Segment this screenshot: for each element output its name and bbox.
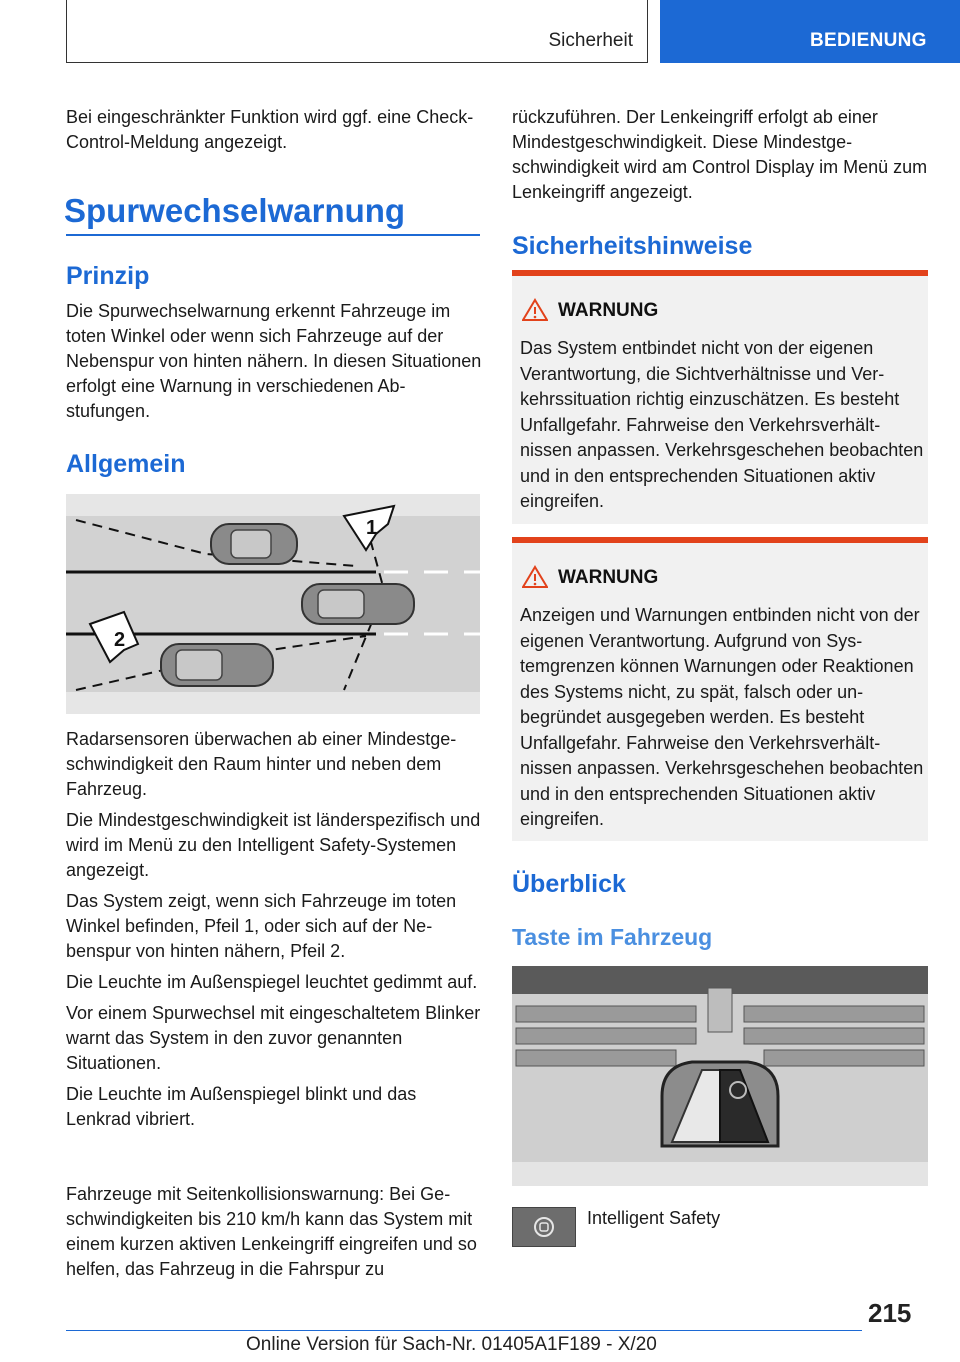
svg-text:1: 1: [366, 517, 378, 539]
warning-text: Das System entbindet nicht von der eigenen Verantwortung, die Sichtverhältnisse und Verkehrssituation richtig einzuschätzen. Es besteht Unfallgefahr. Fahrweise den Verkehrsverhältnissen anpassen. Verkehrsgeschehen beobachten und in den entsprechenden Situationen aktiv eingreifen.: [520, 338, 924, 511]
warning-triangle-icon: [522, 298, 548, 322]
paragraph: Die Leuchte im Außenspiegel leuchtet gedimmt auf.: [66, 972, 478, 992]
car-middle: [302, 584, 414, 624]
warning-triangle-icon: [522, 565, 548, 589]
intelligent-safety-button-icon: [512, 1207, 576, 1247]
warning-box-2: [512, 537, 928, 841]
intelligent-safety-label: Intelligent Safety: [587, 1208, 721, 1228]
footer-rule: [66, 1330, 862, 1331]
car-bottom: [161, 644, 273, 686]
warning-title: WARNUNG: [558, 567, 659, 588]
prinzip-text: Die Spurwechselwarnung erkennt Fahrzeuge im toten Winkel oder wenn sich Fahrzeuge auf der Nebenspur von hinten nähern. In diesen Situationen erfolgt eine Warnung in verschiedenen Abstufungen.: [66, 301, 482, 421]
header-chapter-tab: [660, 0, 960, 63]
lane-diagram-svg: [66, 494, 480, 714]
heading-ueberblick: Überblick: [512, 870, 626, 898]
page-number: 215: [868, 1298, 912, 1328]
intro-text: Bei eingeschränkter Funktion wird ggf. eine Check-Control-Meldung angezeigt.: [66, 107, 474, 152]
warning-box-1: [512, 270, 928, 524]
header-section-label: Sicherheit: [548, 30, 633, 51]
paragraph: Radarsensoren überwachen ab einer Mindestgeschwindigkeit den Raum hinter und neben dem Fahrzeug.: [66, 729, 457, 799]
footer-text: Online Version für Sach-Nr. 01405A1F189 - X/20: [246, 1334, 657, 1355]
svg-text:2: 2: [114, 629, 126, 651]
lane-diagram: [66, 494, 480, 714]
heading-allgemein: Allgemein: [66, 450, 186, 478]
console-svg: [512, 966, 928, 1186]
car-top: [211, 524, 297, 564]
paragraph: Die Leuchte im Außenspiegel blinkt und das Lenkrad vibriert.: [66, 1084, 417, 1129]
paragraph: Vor einem Spurwechsel mit eingeschaltetem Blinker warnt das System in den zuvor genannten Situationen.: [66, 1003, 481, 1073]
warning-title: WARNUNG: [558, 300, 659, 321]
continuation-text: rückzuführen. Der Lenkeingriff erfolgt ab einer Mindestgeschwindigkeit. Diese Mindestgeschwindigkeit wird am Control Display im Menü zum Lenkeingriff angezeigt.: [512, 107, 928, 202]
allgemein-paragraphs: [66, 727, 484, 1138]
heading-taste: Taste im Fahrzeug: [512, 924, 713, 950]
button-photo: [512, 966, 928, 1186]
section-title: Spurwechselwarnung: [64, 192, 406, 229]
warning-text: Anzeigen und Warnungen entbinden nicht von der eigenen Verantwortung. Aufgrund von Systemgrenzen können Warnungen oder Reaktionen des Systems nicht, zu spät, falsch oder unbegründet ausgegeben werden. Es besteht Unfallgefahr. Fahrweise den Verkehrsverhältnissen anpassen. Verkehrsgeschehen beobachten und in den entsprechenden Situationen aktiv eingreifen.: [520, 605, 924, 829]
header-section-tab: [66, 0, 648, 63]
paragraph: Die Mindestgeschwindigkeit ist länderspezifisch und wird im Menü zu den Intelligent Safety-Systemen angezeigt.: [66, 810, 481, 880]
header-chapter-label: BEDIENUNG: [810, 30, 927, 51]
heading-sicherheitshinweise: Sicherheitshinweise: [512, 232, 753, 260]
lenkeingriff-text: Fahrzeuge mit Seitenkollisionswarnung: Bei Geschwindigkeiten bis 210 km/h kann das System mit einem kurzen aktiven Lenkeingriff eingreifen und so helfen, das Fahrzeug in die Fahrspur zu: [66, 1184, 477, 1279]
title-rule: [66, 234, 480, 236]
paragraph: Das System zeigt, wenn sich Fahrzeuge im toten Winkel befinden, Pfeil 1, oder sich auf der Nebenspur von hinten nähern, Pfeil 2.: [66, 891, 457, 961]
heading-prinzip: Prinzip: [66, 262, 150, 290]
